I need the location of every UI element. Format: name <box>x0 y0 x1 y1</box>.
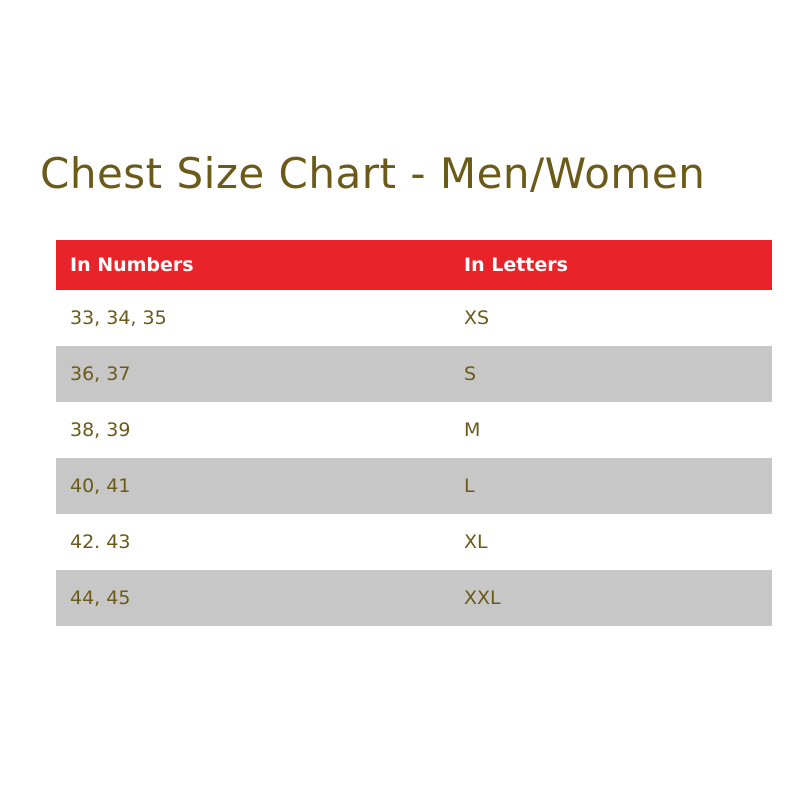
chest-size-table <box>56 240 772 626</box>
cell-in-numbers: 33, 34, 35 <box>56 290 450 346</box>
column-header-in-letters: In Letters <box>450 240 772 290</box>
table-row <box>56 290 772 346</box>
table-row <box>56 346 772 402</box>
cell-in-letters: S <box>450 346 772 402</box>
table-row <box>56 458 772 514</box>
cell-in-letters: L <box>450 458 772 514</box>
cell-in-numbers: 36, 37 <box>56 346 450 402</box>
table-body <box>56 290 772 626</box>
table-header-row <box>56 240 772 290</box>
cell-in-letters: M <box>450 402 772 458</box>
cell-in-letters: XL <box>450 514 772 570</box>
cell-in-letters: XS <box>450 290 772 346</box>
page-title: Chest Size Chart - Men/Women <box>40 149 706 198</box>
cell-in-numbers: 44, 45 <box>56 570 450 626</box>
cell-in-numbers: 38, 39 <box>56 402 450 458</box>
cell-in-numbers: 40, 41 <box>56 458 450 514</box>
table-row <box>56 402 772 458</box>
cell-in-numbers: 42. 43 <box>56 514 450 570</box>
table-row <box>56 570 772 626</box>
table-row <box>56 514 772 570</box>
column-header-in-numbers: In Numbers <box>56 240 450 290</box>
table-header <box>56 240 772 290</box>
cell-in-letters: XXL <box>450 570 772 626</box>
